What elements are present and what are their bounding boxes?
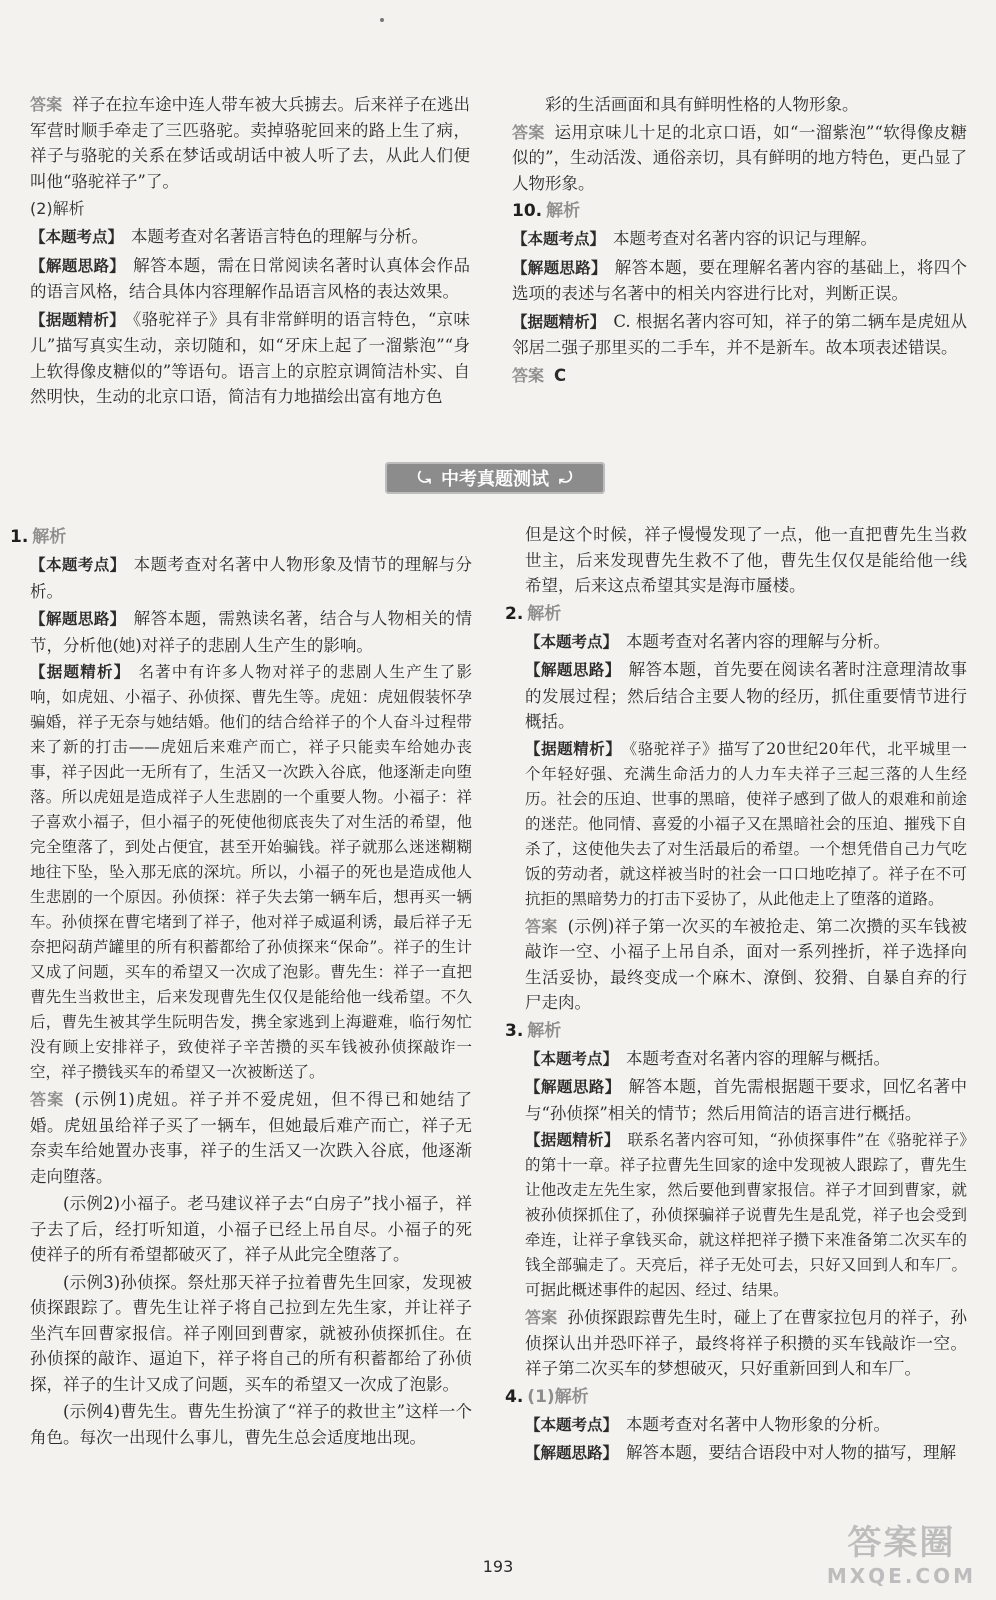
silu-paragraph: [525, 657, 967, 735]
question-number: 1.: [10, 527, 29, 547]
question-2-body: [505, 629, 967, 1016]
question-1-heading: [10, 524, 472, 550]
answer-label: 答案: [525, 916, 558, 936]
watermark-logo: [827, 1515, 976, 1588]
example-4: (示例4)曹先生。曹先生扮演了“祥子的救世主”这样一个角色。每次一出现什么事儿，曹先生总会适度地出现。: [30, 1402, 472, 1447]
question-label: 解析: [527, 1020, 562, 1041]
answer-paragraph: [30, 1087, 472, 1189]
silu-paragraph: [525, 1074, 967, 1126]
example-3: (示例3)孙侦探。祭灶那天祥子拉着曹先生回家，发现被侦探跟踪了。曹先生让祥子将自己拉到左先生家，并让祥子坐汽车回曹家报信。祥子刚回到曹家，就被孙侦探抓住。在孙侦探的敲诈、逼迫下，祥子将自己的所有积蓄都给了孙侦探，祥子的生计又成了问题，买车的希望又一次成了泡影。: [30, 1272, 472, 1394]
question-label: 解析: [546, 201, 581, 221]
answer-label: 答案: [30, 95, 63, 114]
silu-label: 【解题思路】: [30, 610, 126, 628]
answer-paragraph: [512, 120, 967, 197]
silu-text: 解答本题，首先要在阅读名著时注意理清故事的发展过程；然后结合主要人物的经历，抓住重要情节进行概括。: [525, 660, 967, 731]
jingxi-text: 《骆驼祥子》具有非常鲜明的语言特色，“京味儿”描写真实生动，亲切随和，如“牙床上起了一溜紫泡”“身上软得像皮糖似的”等语句。语言上的京腔京调简洁朴实、自然明快，生动的北京口语，简洁有力地描绘出富有地方色: [30, 309, 470, 406]
sub-question-label: (2)解析: [30, 199, 85, 218]
jingxi-paragraph: [525, 737, 967, 912]
kaodian-label: 【本题考点】: [512, 230, 606, 248]
kaodian-paragraph: [30, 224, 470, 251]
silu-text: 解答本题，需熟读名著，结合与人物相关的情节，分析他(她)对祥子的悲剧人生产生的影响。: [30, 609, 472, 655]
silu-text: 解答本题，首先需根据题干要求，回忆名著中与“孙侦探”相关的情节；然后用简洁的语言进行概括。: [525, 1077, 967, 1123]
silu-label: 【解题思路】: [525, 661, 621, 679]
jingxi-text: 名著中有许多人物对祥子的悲剧人生产生了影响，如虎妞、小福子、孙侦探、曹先生等。虎妞：虎妞假装怀孕骗婚，祥子无奈与她结婚。他们的结合给祥子的个人奋斗过程带来了新的打击——虎妞后来难产而亡，祥子只能卖车给她办丧事，祥子因此一无所有了，生活又一次跌入谷底，他逐渐走向堕落。所以虎妞是造成祥子人生悲剧的一个重要人物。小福子：祥子喜欢小福子，但小福子的死使他彻底丧失了对生活的希望，他完全堕落了，到处占便宜，甚至开始骗钱。祥子就那么迷迷糊糊地往下坠，坠入那无底的深坑。所以，小福子的死也是造成他人生悲剧的一个原因。孙侦探：祥子失去第一辆车后，想再买一辆车。孙侦探在曹宅堵到了祥子，他对祥子威逼利诱，最后祥子无奈把闷葫芦罐里的所有积蓄都给了孙侦探来“保命”。祥子的生计又成了问题，买车的希望又一次成了泡影。曹先生：祥子一直把曹先生当救世主，后来发现曹先生仅仅是能给他一线希望。不久后，曹先生被其学生阮明告发，携全家逃到上海避难，临行匆忙没有顾上安排祥子，致使祥子辛苦攒的买车钱被孙侦探敲诈一空，祥子攒钱买车的希望又一次被断送了。: [30, 663, 472, 1081]
jingxi-label: 【据题精析】: [30, 310, 126, 329]
kaodian-text: 本题考查对名著内容的识记与理解。: [613, 229, 878, 248]
answer-paragraph-2: [512, 363, 967, 389]
jingxi-text: 《骆驼祥子》描写了20世纪20年代，北平城里一个年轻好强、充满生命活力的人力车夫祥子三起三落的人生经历。社会的压迫、世事的黑暗，使祥子感到了做人的艰难和前途的迷茫。他同情、喜爱的小福子又在黑暗社会的压迫、摧残下自杀了，这使他失去了对生活最后的希望。一个想凭借自己力气吃饭的劳动者，就这样被当时的社会一口口地吃掉了。祥子在不可抗拒的黑暗势力的打击下妥协了，从此他走上了堕落的道路。: [525, 739, 967, 908]
answer-text: 孙侦探跟踪曹先生时，碰上了在曹家拉包月的祥子，孙侦探认出并恐吓祥子，最终将祥子积攒的买车钱敲诈一空。祥子第二次买车的梦想破灭，只好重新回到人和车厂。: [525, 1308, 967, 1378]
kaodian-text: 本题考查对名著语言特色的理解与分析。: [131, 227, 429, 246]
answer-paragraph: [525, 914, 967, 1016]
question-2-heading: [505, 601, 967, 627]
watermark-line-1: 答案圈: [847, 1523, 956, 1563]
jingxi-paragraph: [30, 660, 472, 1085]
kaodian-label: 【本题考点】: [30, 228, 124, 246]
question-1-body: [10, 552, 472, 1450]
jingxi-paragraph: [512, 309, 967, 361]
kaodian-text: 本题考查对名著内容的理解与分析。: [626, 631, 891, 651]
answer-label: 答案: [512, 122, 545, 142]
curl-left-icon: ⤿: [417, 468, 431, 487]
silu-label: 【解题思路】: [512, 258, 607, 277]
kaodian-text: 本题考查对名著内容的理解与概括。: [626, 1048, 891, 1068]
answer-paragraph: [30, 92, 470, 194]
question-3-heading: [505, 1018, 967, 1044]
kaodian-paragraph: [30, 552, 472, 604]
curl-right-icon: ⤾: [559, 468, 573, 487]
silu-text: 解答本题，要在理解名著内容的基础上，将四个选项的表述与名著中的相关内容进行比对，判断正误。: [512, 257, 967, 303]
example-2: (示例2)小福子。老马建议祥子去“白房子”找小福子，祥子去了后，经打听知道，小福子已经上吊自尽。小福子的死使祥子的所有希望都破灭了，祥子从此完全堕落了。: [30, 1194, 472, 1264]
question-number: 4.: [505, 1386, 524, 1407]
answer-text: 祥子在拉车途中连人带车被大兵掳去。后来祥子在逃出军营时顺手牵走了三匹骆驼。卖掉骆驼回来的路上生了病，祥子与骆驼的关系在梦话或胡话中被人听了去，从此人们便叫他“骆驼祥子”了。: [30, 95, 470, 191]
continued-text: 但是这个时候，祥子慢慢发现了一点，他一直把曹先生当救世主，后来发现曹先生救不了他，曹先生仅仅是能给他一线希望，后来这点希望其实是海市蜃楼。: [525, 525, 967, 595]
jingxi-text: C. 根据名著内容可知，祥子的第二辆车是虎妞从邻居二强子那里买的二手车，并不是新车。故本项表述错误。: [512, 311, 967, 357]
example-1: (示例1)虎妞。祥子并不爱虎妞，但不得已和她结了婚。虎妞虽给祥子买了一辆车，但她最后难产而亡，祥子无奈卖车给她置办丧事，祥子的生活又一次跌入谷底，他逐渐走向堕落。: [30, 1090, 472, 1186]
answer-text: (示例)祥子第一次买的车被抢走、第二次攒的买车钱被敲诈一空、小福子上吊自杀，面对一系列挫折，祥子选择向生活妥协，最终变成一个麻木、潦倒、狡猾、自暴自弃的行尸走肉。: [525, 916, 967, 1012]
silu-paragraph: [512, 255, 967, 307]
kaodian-paragraph: [525, 1412, 967, 1439]
question-number: 2.: [505, 603, 524, 624]
answer-text: 运用京味儿十足的北京口语，如“一溜紫泡”“软得像皮糖似的”，生动活泼、通俗亲切，具有鲜明的地方特色，更凸显了人物形象。: [512, 122, 967, 193]
page-number: 193: [482, 1557, 514, 1576]
continued-text: 彩的生活画面和具有鲜明性格的人物形象。: [545, 95, 859, 114]
answer-label: 答案: [525, 1308, 558, 1327]
question-label: 解析: [32, 527, 67, 547]
question-10-heading: [512, 198, 967, 224]
question-label: 解析: [527, 603, 562, 624]
kaodian-paragraph: [525, 629, 967, 656]
question-number: 3.: [505, 1020, 524, 1041]
top-left-column: [30, 92, 470, 412]
jingxi-label: 【据题精析】: [525, 1131, 620, 1149]
scan-dot: [380, 18, 384, 22]
top-right-column: [512, 92, 967, 390]
question-label: (1)解析: [527, 1386, 589, 1407]
kaodian-label: 【本题考点】: [525, 1415, 619, 1434]
jingxi-label: 【据题精析】: [30, 663, 131, 681]
section-title: 中考真题测试: [441, 469, 549, 490]
kaodian-label: 【本题考点】: [525, 632, 619, 651]
answer-choice: C: [554, 365, 567, 385]
question-number: 10.: [512, 201, 543, 221]
question-3-body: [505, 1046, 967, 1382]
kaodian-paragraph: [525, 1046, 967, 1073]
jingxi-label: 【据题精析】: [525, 739, 622, 758]
watermark-line-2: MXQE.COM: [826, 1564, 976, 1588]
right-column: [505, 522, 967, 1469]
jingxi-paragraph: [30, 307, 470, 410]
left-column: [10, 522, 472, 1452]
silu-paragraph: [30, 606, 472, 658]
jingxi-text: 联系名著内容可知，“孙侦探事件”在《骆驼祥子》的第十一章。祥子拉曹先生回家的途中发现被人跟踪了，曹先生让他改走左先生家，然后要他到曹家报信。祥子才回到曹家，就被孙侦探抓住了，孙侦探骗祥子说曹先生是乱党，祥子也会受到牵连，让祥子拿钱买命，就这样把祥子攒下来准备第二次买车的钱全部骗走了。天亮后，祥子无处可去，只好又回到人和车厂。可据此概述事件的起因、经过、结果。: [525, 1131, 967, 1299]
silu-paragraph: [525, 1440, 967, 1467]
question-4-heading: [505, 1384, 967, 1410]
section-banner: [385, 462, 605, 494]
kaodian-text: 本题考查对名著中人物形象的分析。: [626, 1414, 891, 1434]
kaodian-label: 【本题考点】: [525, 1049, 619, 1068]
question-4-body: [505, 1412, 967, 1467]
silu-paragraph: [30, 253, 470, 305]
silu-label: 【解题思路】: [525, 1444, 619, 1462]
kaodian-label: 【本题考点】: [30, 556, 126, 574]
answer-label: 答案: [30, 1090, 65, 1109]
silu-text: 解答本题，要结合语段中对人物的描写，理解: [626, 1443, 957, 1462]
jingxi-label: 【据题精析】: [512, 312, 606, 331]
kaodian-text: 本题考查对名著中人物形象及情节的理解与分析。: [30, 555, 472, 601]
silu-label: 【解题思路】: [30, 256, 126, 275]
question-1-continued: [505, 522, 967, 599]
jingxi-paragraph: [525, 1128, 967, 1303]
silu-label: 【解题思路】: [525, 1078, 621, 1096]
silu-text: 解答本题，需在日常阅读名著时认真体会作品的语言风格，结合具体内容理解作品语言风格的表达效果。: [30, 255, 470, 301]
answer-label: 答案: [512, 365, 545, 385]
kaodian-paragraph: [512, 226, 967, 253]
answer-paragraph: [525, 1305, 967, 1382]
